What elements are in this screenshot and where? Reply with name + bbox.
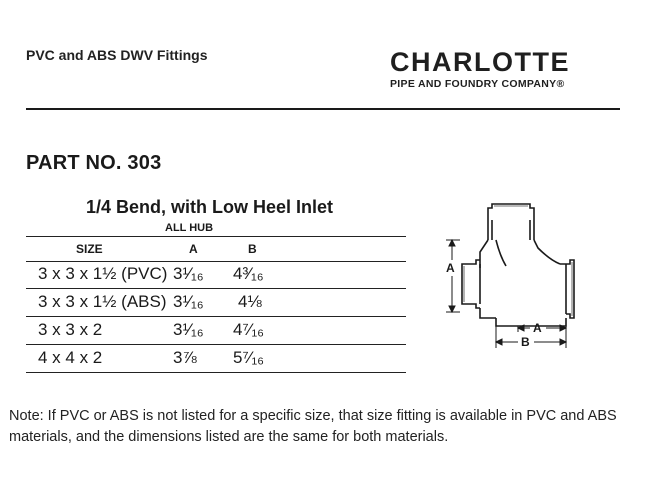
cell-b: 5⁷⁄₁₆ <box>233 348 265 367</box>
column-header-a: A <box>189 242 198 256</box>
column-header-b: B <box>248 242 257 256</box>
cell-size: 4 x 4 x 2 <box>38 348 103 367</box>
company-name: CHARLOTTE <box>390 47 570 77</box>
hub-label: ALL HUB <box>165 222 214 234</box>
dimension-a-bottom-label: A <box>533 321 542 335</box>
part-number: PART NO. 303 <box>26 152 162 174</box>
cell-b: 4⁷⁄₁₆ <box>233 320 265 339</box>
cell-a: 3⅞ <box>173 348 197 367</box>
part-title: 1/4 Bend, with Low Heel Inlet <box>86 197 334 217</box>
cell-size: 3 x 3 x 1½ (ABS) <box>38 292 167 311</box>
cell-a: 3¹⁄₁₆ <box>173 320 204 339</box>
dimension-a-side-label: A <box>446 261 455 275</box>
header-divider <box>26 108 620 110</box>
cell-b: 4³⁄₁₆ <box>233 264 264 283</box>
company-logo <box>390 48 622 90</box>
table-row <box>26 345 406 373</box>
table-header <box>26 236 406 262</box>
availability-note: Note: If PVC or ABS is not listed for a specific size, that size fitting is available in PVC and ABS materials, and the dimensions listed are the same for both materials. <box>9 408 617 445</box>
table-row <box>26 317 406 345</box>
cell-b: 4⅛ <box>238 292 262 311</box>
cell-a: 3¹⁄₁₆ <box>173 292 204 311</box>
section-title: PVC and ABS DWV Fittings <box>26 47 208 63</box>
cell-size: 3 x 3 x 2 <box>38 320 103 339</box>
table-row <box>26 289 406 317</box>
cell-a: 3¹⁄₁₆ <box>173 264 204 283</box>
table-row <box>26 261 406 289</box>
fitting-diagram <box>440 200 620 360</box>
column-header-size: SIZE <box>76 242 103 256</box>
cell-size: 3 x 3 x 1½ (PVC) <box>38 264 168 283</box>
dimension-b-bottom-label: B <box>521 335 530 349</box>
company-tagline: PIPE AND FOUNDRY COMPANY® <box>390 78 565 90</box>
